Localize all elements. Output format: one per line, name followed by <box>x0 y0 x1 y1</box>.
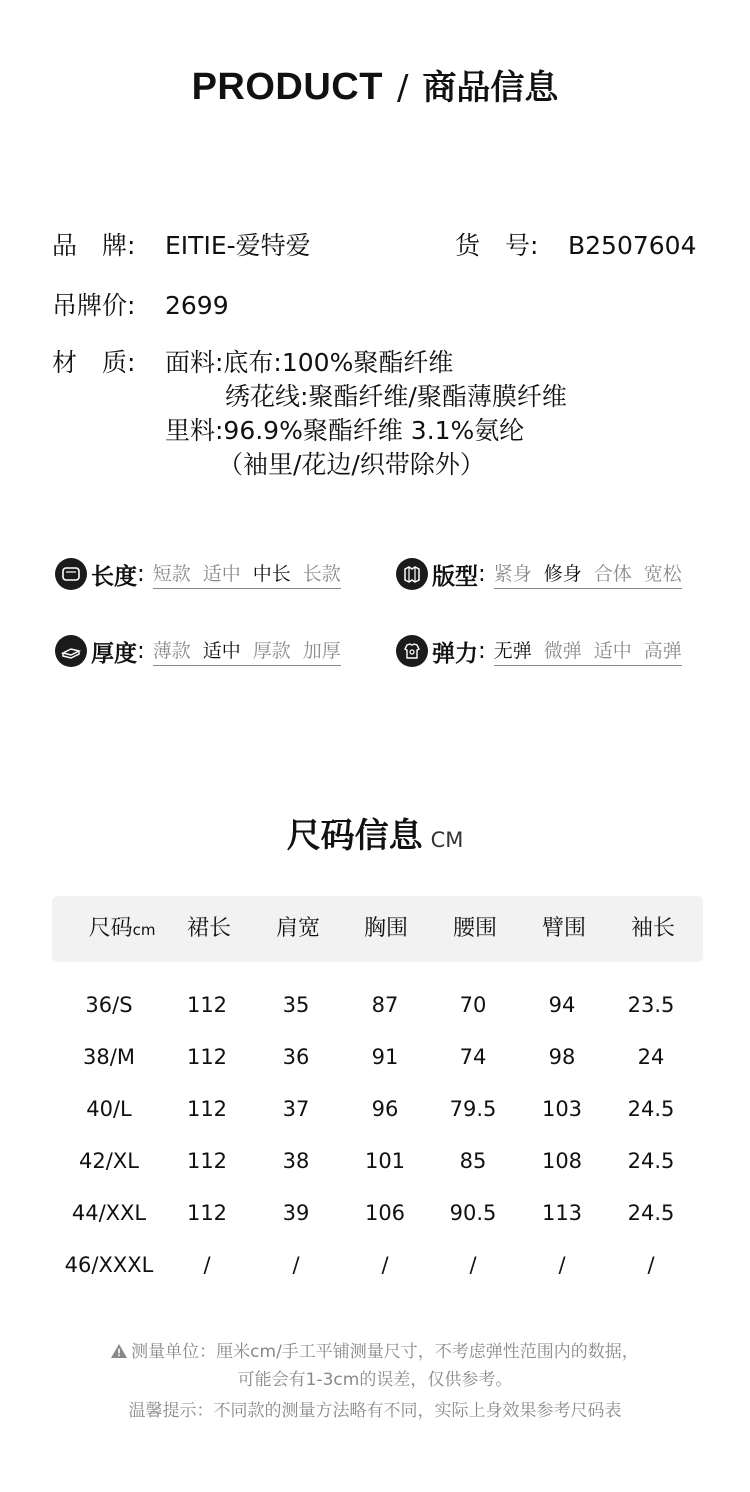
attr-option-selected: 修身 <box>543 563 582 585</box>
header-size-label: 尺码 <box>88 916 133 941</box>
measurement-cell: 112 <box>186 1097 228 1121</box>
attr-option: 高弹 <box>643 640 682 662</box>
length-icon <box>55 558 87 590</box>
measurement-cell: 70 <box>459 993 487 1017</box>
size-table-header <box>52 896 703 962</box>
size-cell: 44/XXL <box>71 1201 147 1225</box>
measurement-cell: / <box>647 1253 655 1277</box>
attr-label: 厚度 <box>91 640 137 667</box>
size-cell: 38/M <box>83 1045 135 1069</box>
material-label: 材 质: <box>52 348 136 377</box>
size-title: 尺码信息 <box>286 816 423 856</box>
size-cell: 42/XL <box>79 1149 139 1173</box>
attr-option: 厚款 <box>252 640 291 662</box>
attr-option-selected: 适中 <box>202 640 241 662</box>
measurement-cell: 35 <box>282 993 310 1017</box>
measurement-cell: / <box>381 1253 389 1277</box>
material-line-2: 绣花线:聚酯纤维/聚酯薄膜纤维 <box>225 382 567 411</box>
measurement-notes <box>0 1338 750 1425</box>
measurement-cell: 24.5 <box>627 1201 675 1225</box>
size-section-title <box>0 808 750 857</box>
measurement-cell: 74 <box>459 1045 487 1069</box>
note-line-2: 可能会有1-3cm的误差，仅供参考。 <box>237 1370 513 1390</box>
title-en: PRODUCT <box>191 66 383 108</box>
measurement-cell: 106 <box>364 1201 406 1225</box>
attr-colon: : <box>137 561 145 587</box>
measurement-cell: 39 <box>282 1201 310 1225</box>
material-row <box>52 346 652 482</box>
header-arm: 臂围 <box>541 916 586 941</box>
measurement-cell: 96 <box>371 1097 399 1121</box>
attr-colon: : <box>478 638 486 664</box>
header-waist: 腰围 <box>452 916 497 941</box>
brand-label: 品 牌: <box>52 231 136 260</box>
measurement-cell: 38 <box>282 1149 310 1173</box>
measurement-cell: 24.5 <box>627 1097 675 1121</box>
header-sleeve: 袖长 <box>630 916 675 941</box>
attr-label: 弹力 <box>432 640 478 667</box>
measurement-cell: 91 <box>371 1045 399 1069</box>
attr-option: 薄款 <box>152 640 191 662</box>
measurement-cell: / <box>203 1253 211 1277</box>
attr-options <box>153 636 341 666</box>
header-shoulder: 肩宽 <box>275 916 320 941</box>
measurement-cell: 103 <box>541 1097 583 1121</box>
measurement-cell: 36 <box>282 1045 310 1069</box>
attr-option: 适中 <box>202 563 241 585</box>
measurement-cell: 101 <box>364 1149 406 1173</box>
attr-option-selected: 中长 <box>252 563 291 585</box>
size-unit: CM <box>430 828 464 852</box>
attr-options <box>153 559 341 589</box>
attr-label: 版型 <box>432 563 478 590</box>
measurement-cell: 98 <box>548 1045 576 1069</box>
header-skirt-length: 裙长 <box>186 916 231 941</box>
note-line-1 <box>0 1338 750 1366</box>
header-bust: 胸围 <box>363 916 408 941</box>
size-cell: 40/L <box>86 1097 132 1121</box>
title-slash: / <box>396 68 409 108</box>
attr-label: 长度 <box>91 563 137 590</box>
material-line-1: 面料:底布:100%聚酯纤维 <box>165 348 454 377</box>
attr-options <box>494 559 682 589</box>
measurement-cell: 37 <box>282 1097 310 1121</box>
header-size <box>72 896 172 962</box>
measurement-cell: 87 <box>371 993 399 1017</box>
attr-thickness <box>55 633 341 669</box>
attr-fit <box>396 556 682 592</box>
price-label: 吊牌价: <box>52 291 136 320</box>
attr-option-selected: 无弹 <box>493 640 532 662</box>
measurement-cell: 23.5 <box>627 993 675 1017</box>
attr-option: 适中 <box>593 640 632 662</box>
attr-colon: : <box>137 638 145 664</box>
measurement-cell: 113 <box>541 1201 583 1225</box>
measurement-cell: / <box>469 1253 477 1277</box>
measurement-cell: 90.5 <box>449 1201 497 1225</box>
measurement-cell: / <box>292 1253 300 1277</box>
attr-option: 短款 <box>152 563 191 585</box>
attr-option: 加厚 <box>302 640 341 662</box>
elasticity-icon <box>396 635 428 667</box>
material-line-3: 里料:96.9%聚酯纤维 3.1%氨纶 <box>165 416 525 445</box>
measurement-cell: 94 <box>548 993 576 1017</box>
measurement-cell: 112 <box>186 1149 228 1173</box>
note-line-3: 温馨提示：不同款的测量方法略有不同，实际上身效果参考尺码表 <box>128 1401 622 1421</box>
price-value: 2699 <box>165 291 229 320</box>
measurement-cell: / <box>558 1253 566 1277</box>
measurement-cell: 112 <box>186 1045 228 1069</box>
measurement-cell: 79.5 <box>449 1097 497 1121</box>
brand-value: EITIE-爱特爱 <box>165 231 311 260</box>
price-row <box>52 289 352 323</box>
material-line-4: （袖里/花边/织带除外） <box>218 450 485 479</box>
attr-options <box>494 636 682 666</box>
header-size-unit: cm <box>132 921 156 939</box>
measurement-cell: 108 <box>541 1149 583 1173</box>
attr-option: 宽松 <box>643 563 682 585</box>
thickness-icon <box>55 635 87 667</box>
attr-option: 微弹 <box>543 640 582 662</box>
sku-row <box>455 229 705 263</box>
warning-icon <box>111 1344 127 1358</box>
fit-icon <box>396 558 428 590</box>
brand-row <box>52 229 352 263</box>
measurement-cell: 24 <box>637 1045 665 1069</box>
measurement-cell: 112 <box>186 993 228 1017</box>
measurement-cell: 85 <box>459 1149 487 1173</box>
measurement-cell: 24.5 <box>627 1149 675 1173</box>
measurement-cell: 112 <box>186 1201 228 1225</box>
note-text-1: 测量单位：厘米cm/手工平铺测量尺寸，不考虑弹性范围内的数据， <box>131 1342 639 1362</box>
size-cell: 36/S <box>85 993 133 1017</box>
title-cn: 商品信息 <box>422 68 559 108</box>
sku-value: B2507604 <box>568 231 697 260</box>
attr-option: 长款 <box>302 563 341 585</box>
attr-length <box>55 556 341 592</box>
page-title <box>0 60 750 109</box>
attr-elasticity <box>396 633 682 669</box>
attr-option: 合体 <box>593 563 632 585</box>
attr-colon: : <box>478 561 486 587</box>
sku-label: 货 号: <box>455 231 539 260</box>
attr-option: 紧身 <box>493 563 532 585</box>
size-cell: 46/XXXL <box>64 1253 154 1277</box>
